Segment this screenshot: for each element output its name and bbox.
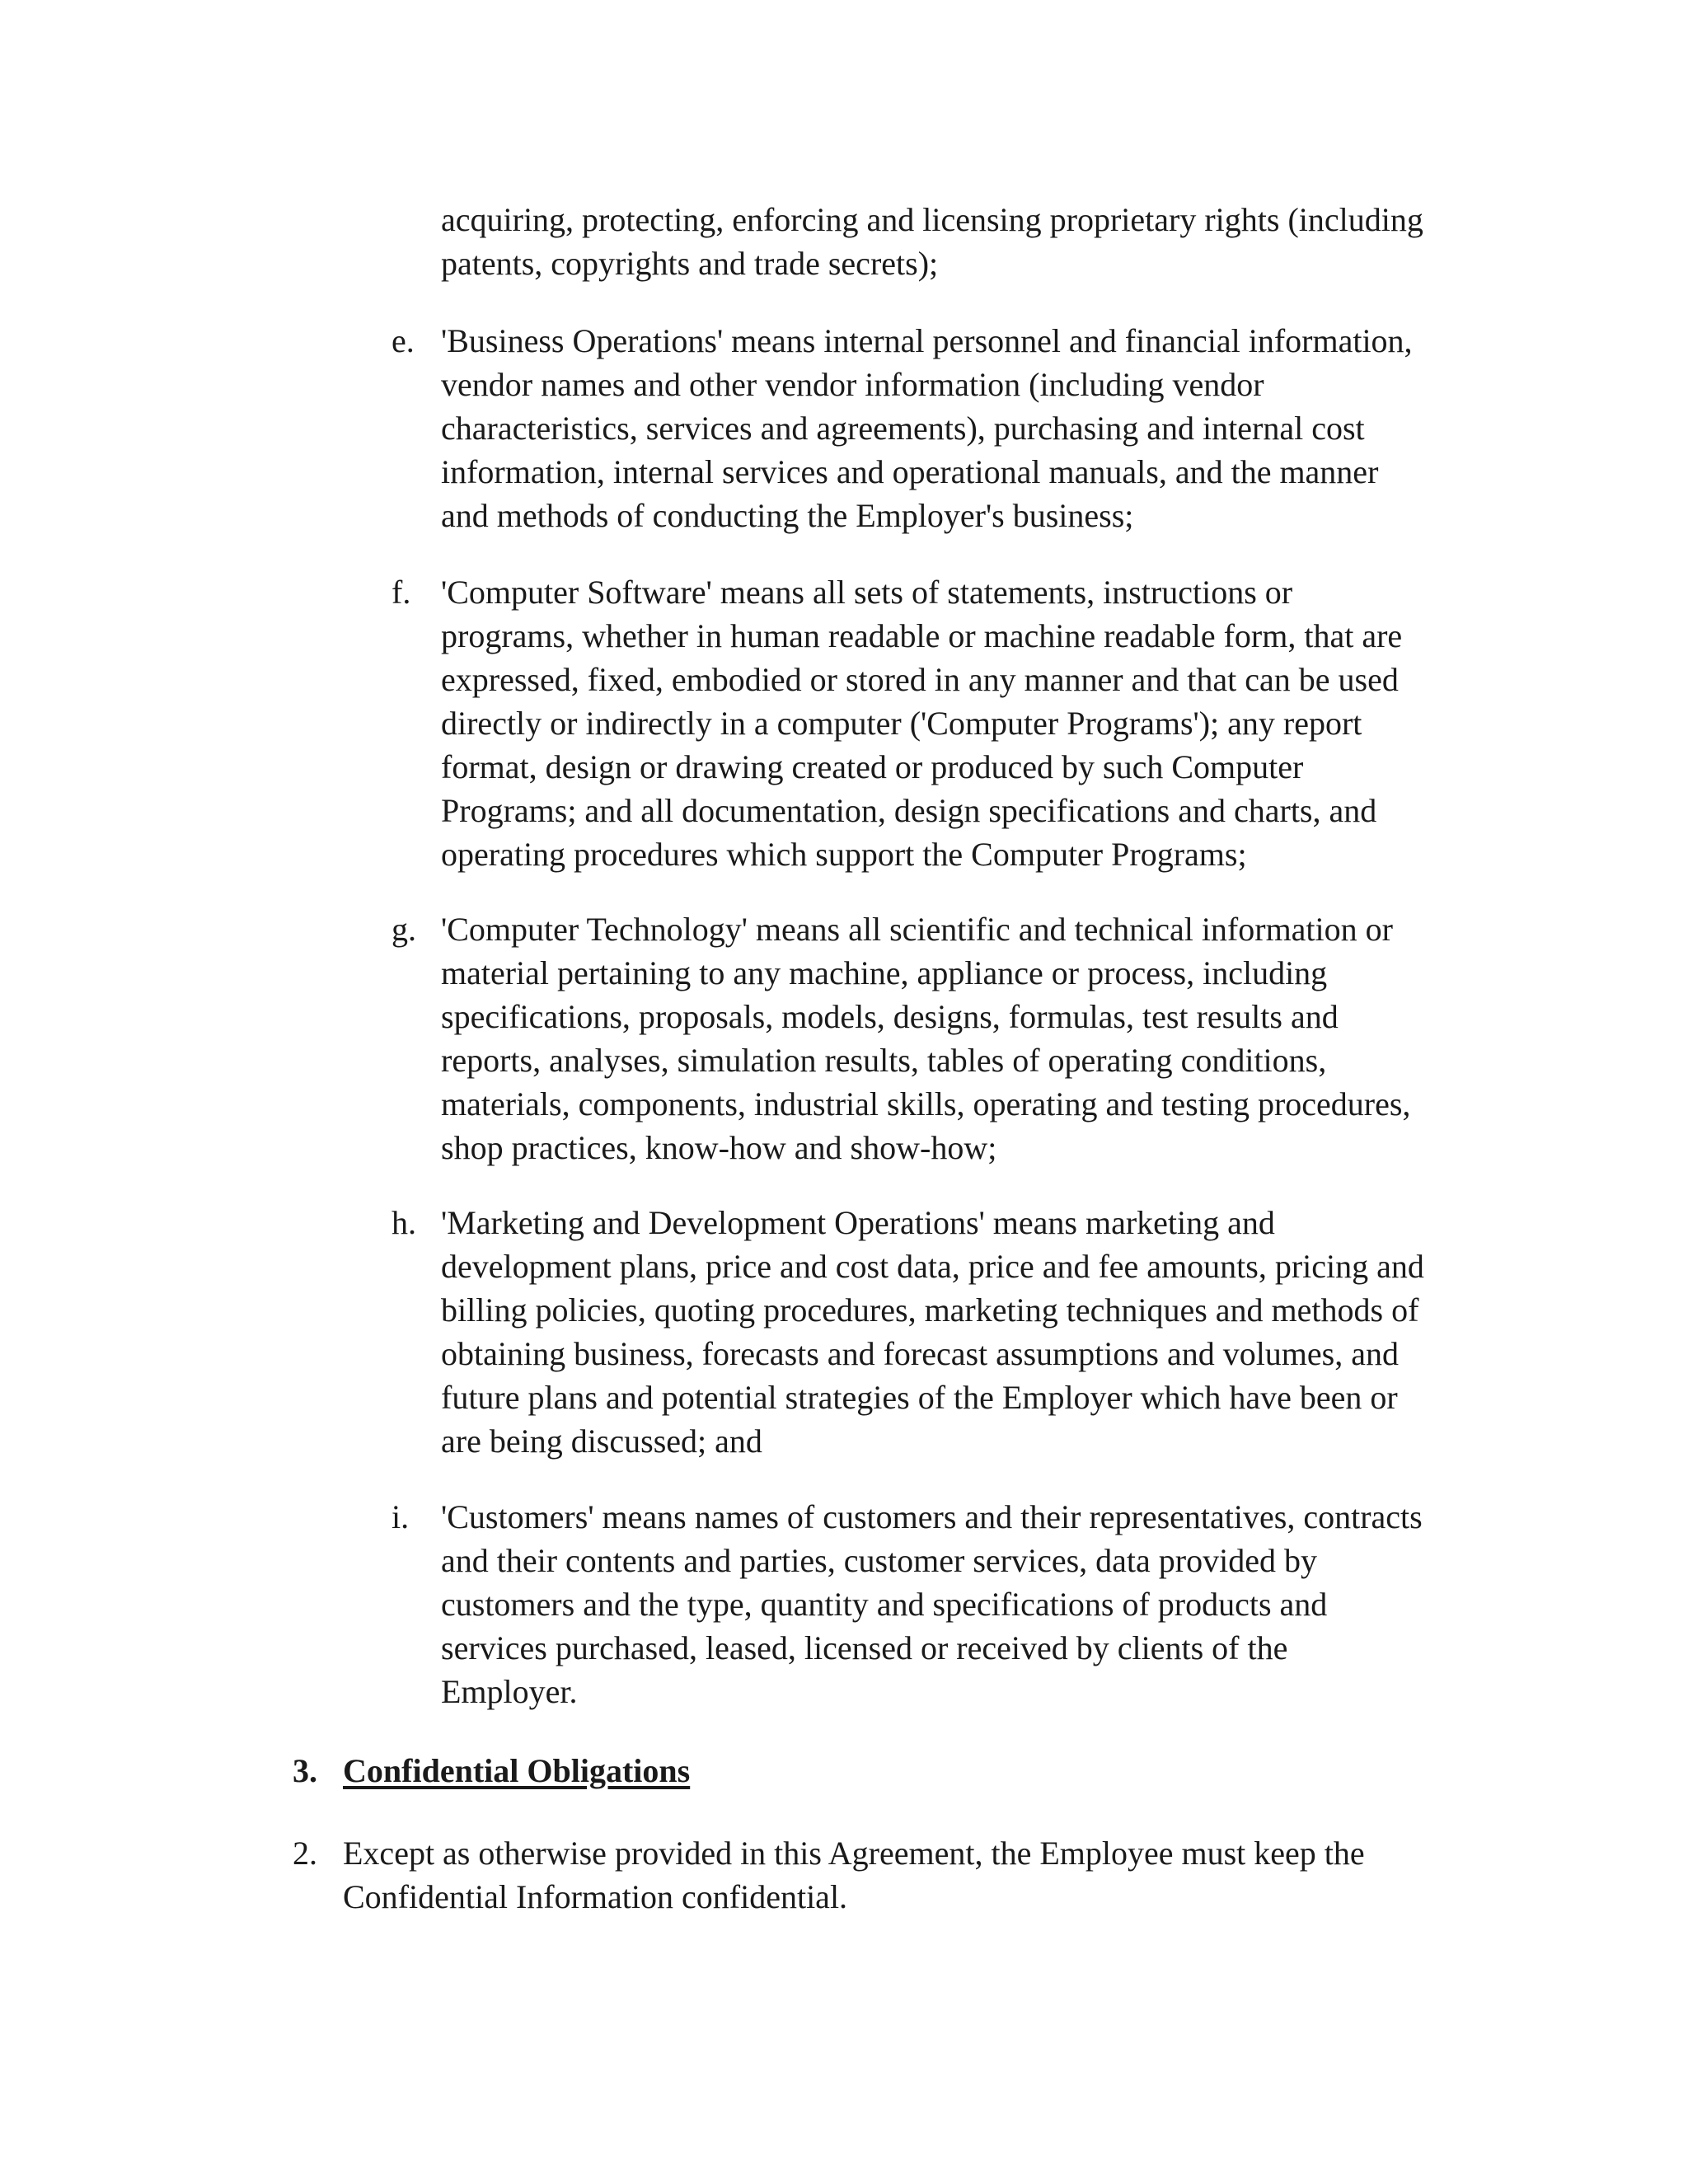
list-item-letter-h: h. — [392, 1204, 416, 1241]
list-item-computer-technology: 'Computer Technology' means all scientific and technical information or material pertaining to any machine, appliance or process, including specifications, proposals, models, designs, formulas, test results and reports, analyses, simulation results, tables of operating conditions, materials, components, industrial skills, operating and testing procedures, shop practices, know-how and show-how; — [441, 911, 1411, 1166]
list-item-letter-e: e. — [392, 322, 415, 359]
section-heading: Confidential Obligations — [343, 1752, 691, 1789]
continuation-paragraph: acquiring, protecting, enforcing and licensing proprietary rights (including patents, copyrights and trade secrets); — [441, 201, 1423, 282]
numbered-paragraph-label: 2. — [293, 1835, 317, 1872]
list-item-business-operations: 'Business Operations' means internal personnel and financial information, vendor names and other vendor information (including vendor characteristics, services and agreements), purchasing and internal cost information, internal services and operational manuals, and the manner and methods of conducting the Employer's business; — [441, 322, 1413, 534]
section-number: 3. — [293, 1752, 317, 1789]
list-item-letter-g: g. — [392, 911, 416, 948]
list-item-computer-software: 'Computer Software' means all sets of statements, instructions or programs, whether in human readable or machine readable form, that are expressed, fixed, embodied or stored in any manner and that can be used directly or indirectly in a computer ('Computer Programs'); any report format, design or drawing created or produced by such Computer Programs; and all documentation, design specifications and charts, and operating procedures which support the Computer Programs; — [441, 574, 1403, 873]
list-item-customers: 'Customers' means names of customers and their representatives, contracts and their contents and parties, customer services, data provided by customers and the type, quantity and specifications of products and services purchased, leased, licensed or received by clients of the Employer. — [441, 1498, 1423, 1710]
numbered-paragraph-text: Except as otherwise provided in this Agreement, the Employee must keep the Confidential Information confidential. — [343, 1835, 1365, 1915]
list-item-marketing-development: 'Marketing and Development Operations' means marketing and development plans, price and cost data, price and fee amounts, pricing and billing policies, quoting procedures, marketing techniques and methods of obtaining business, forecasts and forecast assumptions and volumes, and future plans and potential strategies of the Employer which have been or are being discussed; and — [441, 1204, 1424, 1460]
list-item-letter-i: i. — [392, 1498, 410, 1535]
list-item-letter-f: f. — [392, 574, 411, 611]
